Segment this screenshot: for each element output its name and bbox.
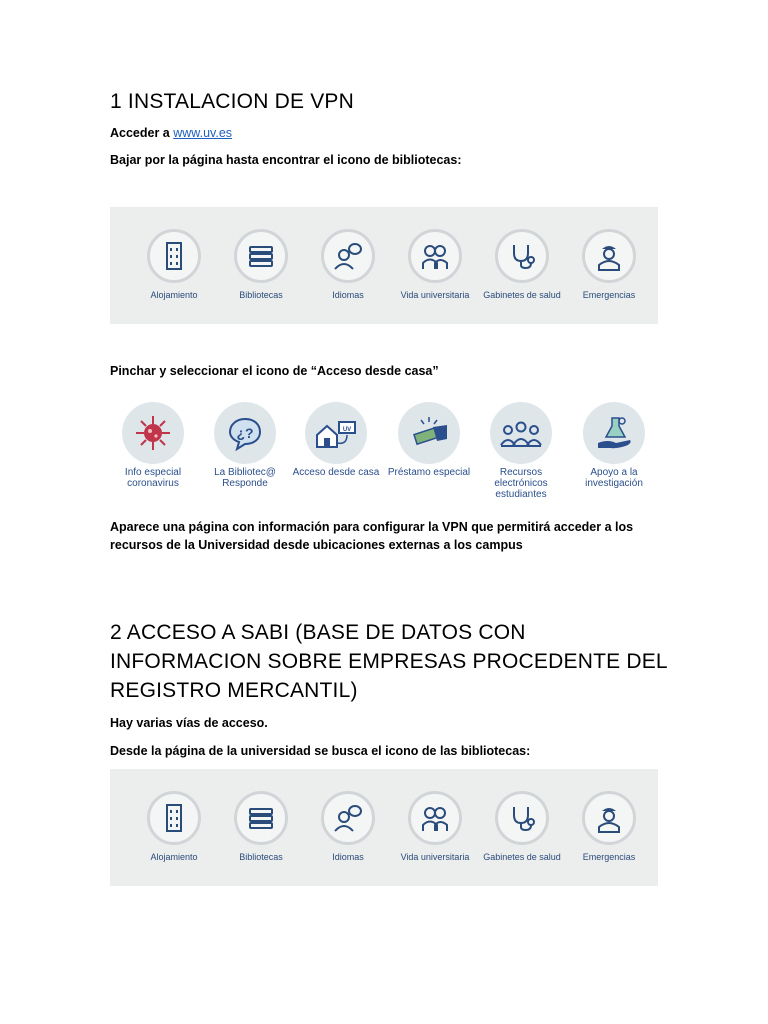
strip-label: Idiomas bbox=[332, 290, 364, 300]
select-home-access-instruction: Pinchar y seleccionar el icono de “Acceso desde casa” bbox=[110, 364, 439, 378]
library-label: Info especial coronavirus bbox=[124, 467, 182, 489]
library-label: La Bibliotec@ Responde bbox=[214, 467, 276, 489]
question-bubble-icon bbox=[225, 413, 265, 453]
students-group-icon bbox=[498, 413, 544, 453]
research-flask-icon bbox=[592, 413, 636, 453]
library-item-prestamo[interactable] bbox=[384, 402, 474, 478]
services-icon-strip-2 bbox=[110, 769, 658, 886]
strip-item-bibliotecas[interactable] bbox=[221, 229, 301, 300]
services-icon-strip bbox=[110, 207, 658, 324]
vpn-info-paragraph: Aparece una página con información para configurar la VPN que permitirá acceder a los recursos de la Universidad desde ubicaciones externas a los campus bbox=[110, 520, 634, 552]
strip-item-idiomas[interactable] bbox=[308, 229, 388, 300]
handing-books-icon bbox=[407, 413, 451, 453]
strip-label: Emergencias bbox=[582, 852, 636, 862]
library-item-investigacion[interactable] bbox=[569, 402, 659, 489]
strip-item-emergencias[interactable] bbox=[569, 229, 649, 300]
library-item-recursos[interactable] bbox=[476, 402, 566, 500]
stethoscope-icon bbox=[507, 241, 537, 271]
svg-text:¿?: ¿? bbox=[236, 425, 254, 441]
strip-label: Bibliotecas bbox=[239, 852, 283, 862]
police-officer-icon bbox=[594, 803, 624, 833]
home-uv-icon bbox=[313, 413, 359, 453]
books-icon bbox=[246, 244, 276, 268]
police-officer-icon bbox=[594, 241, 624, 271]
library-label: Acceso desde casa bbox=[292, 467, 380, 478]
search-library-instruction: Desde la página de la universidad se busca el icono de las bibliotecas: bbox=[110, 744, 531, 758]
strip-item-vida-universitaria[interactable] bbox=[395, 229, 475, 300]
books-icon bbox=[246, 806, 276, 830]
strip-label: Vida universitaria bbox=[400, 290, 470, 300]
students-icon bbox=[419, 241, 451, 271]
strip-item-gabinetes[interactable] bbox=[482, 229, 562, 300]
strip-item-idiomas[interactable] bbox=[308, 791, 388, 862]
virus-icon bbox=[133, 413, 173, 453]
strip-label: Bibliotecas bbox=[239, 290, 283, 300]
strip-label: Emergencias bbox=[582, 290, 636, 300]
access-ways-paragraph: Hay varias vías de acceso. bbox=[110, 716, 268, 730]
building-icon bbox=[161, 803, 187, 833]
section2-title: 2 ACCESO A SABI (BASE DE DATOS CON INFORMACION SOBRE EMPRESAS PROCEDENTE DEL REGISTRO MERCANTIL) bbox=[110, 621, 668, 702]
speech-person-icon bbox=[332, 803, 364, 833]
library-label: Préstamo especial bbox=[387, 467, 471, 478]
strip-label: Alojamiento bbox=[150, 852, 198, 862]
strip-label: Alojamiento bbox=[150, 290, 198, 300]
strip-label: Vida universitaria bbox=[400, 852, 470, 862]
strip-item-alojamiento[interactable] bbox=[134, 791, 214, 862]
strip-label: Gabinetes de salud bbox=[483, 852, 561, 862]
library-label: Recursos electrónicos estudiantes bbox=[494, 467, 548, 500]
speech-person-icon bbox=[332, 241, 364, 271]
library-item-responde[interactable] bbox=[200, 402, 290, 489]
uv-link[interactable]: www.uv.es bbox=[173, 126, 233, 140]
library-label: Apoyo a la investigación bbox=[585, 467, 643, 489]
svg-text:UV: UV bbox=[342, 427, 352, 433]
strip-item-alojamiento[interactable] bbox=[134, 229, 214, 300]
scroll-instruction: Bajar por la página hasta encontrar el icono de bibliotecas: bbox=[110, 153, 462, 167]
strip-item-emergencias[interactable] bbox=[569, 791, 649, 862]
students-icon bbox=[419, 803, 451, 833]
strip-item-bibliotecas[interactable] bbox=[221, 791, 301, 862]
strip-label: Gabinetes de salud bbox=[483, 290, 561, 300]
strip-label: Idiomas bbox=[332, 852, 364, 862]
building-icon bbox=[161, 241, 187, 271]
stethoscope-icon bbox=[507, 803, 537, 833]
library-item-acceso-desde-casa[interactable] bbox=[291, 402, 381, 478]
strip-item-gabinetes[interactable] bbox=[482, 791, 562, 862]
access-paragraph bbox=[110, 124, 650, 142]
library-item-coronavirus[interactable] bbox=[108, 402, 198, 489]
access-prefix: Acceder a bbox=[110, 126, 174, 140]
strip-item-vida-universitaria[interactable] bbox=[395, 791, 475, 862]
section1-title: 1 INSTALACION DE VPN bbox=[110, 90, 355, 113]
